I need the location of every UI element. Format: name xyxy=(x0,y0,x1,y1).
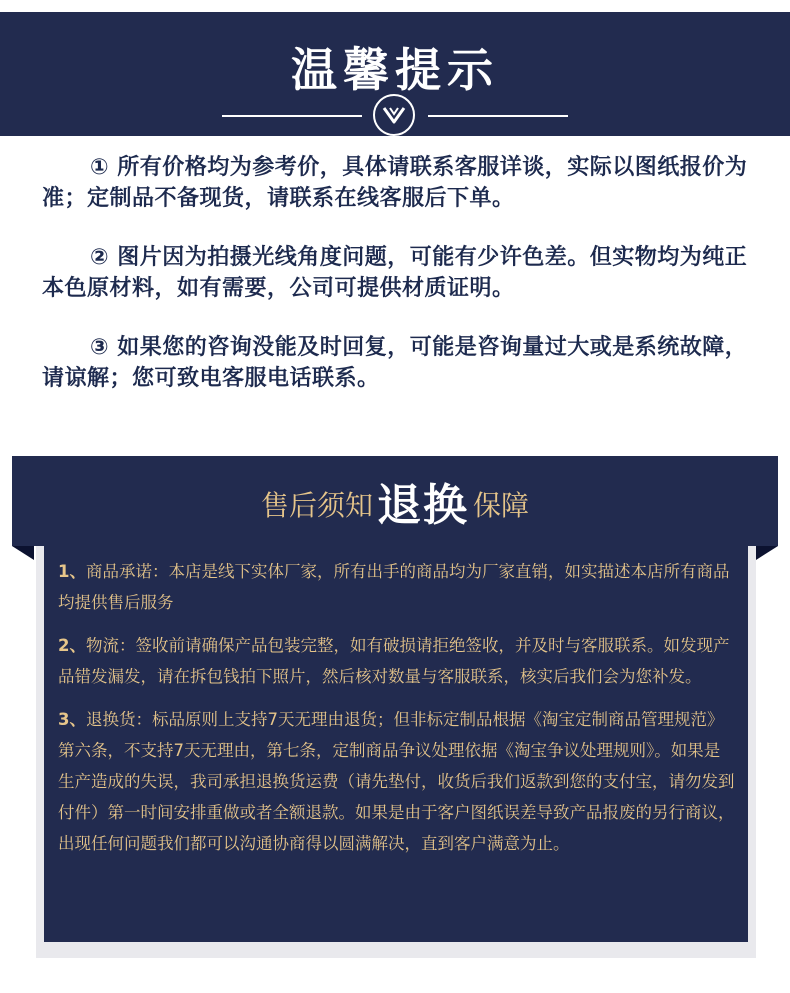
chevron-down-icon xyxy=(373,94,415,136)
term-text: 物流：签收前请确保产品包装完整，如有破损请拒绝签收，并及时与客服联系。如发现产品错发漏发，请在拆包钱拍下照片，然后核对数量与客服联系，核实后我们会为您补发。 xyxy=(58,636,730,686)
term-item xyxy=(58,704,736,859)
after-sales-title xyxy=(12,456,778,546)
after-sales-header xyxy=(12,456,778,546)
notice-list xyxy=(42,152,762,422)
term-number: 1、 xyxy=(58,562,86,581)
banner-divider-left xyxy=(222,115,362,117)
after-sales-title-pre: 售后须知 xyxy=(260,489,373,522)
term-text: 退换货：标品原则上支持7天无理由退货；但非标定制品根据《淘宝定制商品管理规范》第六条，不支持7天无理由，第七条，定制商品争议处理依据《淘宝争议处理规则》。如果是生产造成的失误，我司承担退换货运费（请先垫付，收货后我们返款到您的支付宝，请勿发到付件）第一时间安排重做或者全额退款。如果是由于客户图纸误差导致产品报废的另行商议，出现任何问题我们都可以沟通协商得以圆满解决，直到客户满意为止。 xyxy=(58,710,735,853)
term-number: 2、 xyxy=(58,636,86,655)
ribbon-fold-right xyxy=(756,546,778,560)
banner-title: 温馨提示 xyxy=(291,43,499,97)
after-sales-title-post: 保障 xyxy=(473,489,530,522)
banner-divider-right xyxy=(428,115,568,117)
after-sales-title-emphasis: 退换 xyxy=(377,480,469,531)
term-item xyxy=(58,630,736,692)
term-item xyxy=(58,556,736,618)
terms-list xyxy=(58,556,736,871)
notice-banner xyxy=(0,12,790,136)
term-text: 商品承诺：本店是线下实体厂家，所有出手的商品均为厂家直销，如实描述本店所有商品均提供售后服务 xyxy=(58,562,730,612)
notice-item: ① 所有价格均为参考价，具体请联系客服详谈，实际以图纸报价为准；定制品不备现货，请联系在线客服后下单。 xyxy=(42,155,748,211)
ribbon-fold-left xyxy=(12,546,34,560)
notice-item: ③ 如果您的咨询没能及时回复，可能是咨询量过大或是系统故障，请谅解；您可致电客服电话联系。 xyxy=(42,335,748,391)
after-sales-card xyxy=(44,540,748,942)
notice-item: ② 图片因为拍摄光线角度问题，可能有少许色差。但实物均为纯正本色原材料，如有需要，公司可提供材质证明。 xyxy=(42,245,748,301)
term-number: 3、 xyxy=(58,710,86,729)
